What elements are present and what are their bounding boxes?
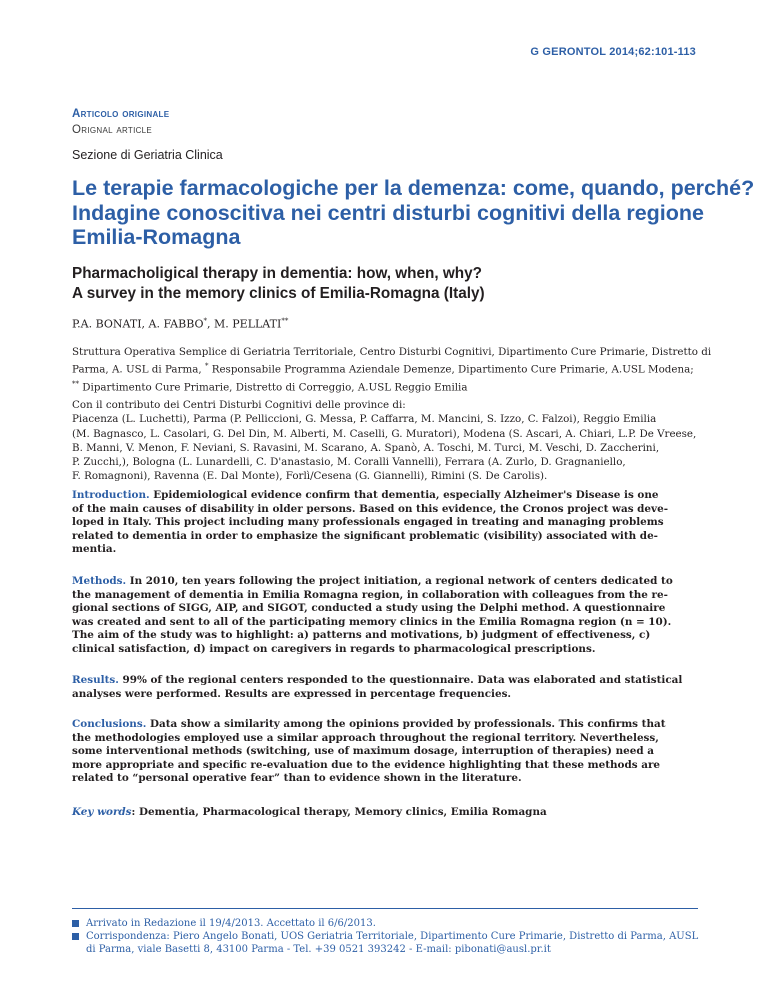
abstract-results-label: Results. bbox=[72, 674, 119, 686]
contributors-line: B. Manni, V. Menon, F. Neviani, S. Ravasini, M. Scarano, A. Spanò, A. Toschi, M. Turci, M. Veschi, D. Zaccherini, bbox=[72, 441, 660, 454]
contributors-line: Con il contributo dei Centri Disturbi Cognitivi delle province di: bbox=[72, 399, 406, 411]
author-names-2: , M. PELLATI bbox=[207, 317, 282, 331]
contributors-line: (M. Bagnasco, L. Casolari, G. Del Din, M. Alberti, M. Caselli, G. Muratori), Modena (S. Ascari, A. Chiari, L.P. De Vreese, bbox=[72, 427, 697, 440]
correspondence-note: Corrispondenza: Piero Angelo Bonati, UOS Geriatria Territoriale, Dipartimento Cure Primarie, Distretto di Parma, AUSL di Parma, viale Basetti 8, 43100 Parma - Tel. +39 0521 393242 - E-mail: pibonati@ausl.pr.it bbox=[72, 930, 698, 956]
affiliation-line: ** Dipartimento Cure Primarie, Distretto di Correggio, A.USL Reggio Emilia bbox=[72, 380, 468, 394]
italian-title-line: Le terapie farmacologiche per la demenza: come, quando, perché? bbox=[72, 176, 755, 200]
contributors bbox=[72, 398, 702, 484]
affiliation-line: Struttura Operativa Semplice di Geriatria Territoriale, Centro Disturbi Cognitivi, Dipartimento Cure Primarie, Distretto di bbox=[72, 346, 712, 358]
abstract-keywords: Key words: Dementia, Pharmacological therapy, Memory clinics, Emilia Romagna bbox=[72, 806, 547, 818]
english-title-line: Pharmacholigical therapy in dementia: how, when, why? bbox=[72, 265, 482, 282]
square-bullet-icon bbox=[72, 920, 79, 927]
italian-title bbox=[72, 176, 755, 250]
abstract-results: Results. 99% of the regional centers responded to the questionnaire. Data was elaborated and statistical analyses were performed. Results are expressed in percentage frequencies. bbox=[72, 674, 683, 700]
contributors-line: Piacenza (L. Luchetti), Parma (P. Pelliccioni, G. Messa, P. Caffarra, M. Mancini, S. Izzo, C. Falzoi), Reggio Emilia bbox=[72, 413, 657, 426]
italian-title-line: Emilia-Romagna bbox=[72, 225, 241, 249]
abstract-conclusions-label: Conclusions. bbox=[72, 718, 147, 730]
abstract-methods-label: Methods. bbox=[72, 575, 127, 587]
footer-notes bbox=[72, 917, 698, 957]
article-type-label-en: Orignal article bbox=[72, 124, 153, 136]
section-label: Sezione di Geriatria Clinica bbox=[72, 148, 223, 162]
author-names-1: P.A. BONATI, A. FABBO bbox=[72, 317, 204, 331]
italian-title-line: Indagine conoscitiva nei centri disturbi cognitivi della regione bbox=[72, 200, 704, 225]
contributors-line: P. Zucchi,), Bologna (L. Lunardelli, C. D'anastasio, M. Coralli Vannelli), Ferrara (A. Zurlo, D. Gragnaniello, bbox=[72, 456, 626, 469]
contributors-line: F. Romagnoni), Ravenna (E. Dal Monte), Forlì/Cesena (G. Giannelli), Rimini (S. De Carolis). bbox=[72, 470, 548, 483]
received-note: Arrivato in Redazione il 19/4/2013. Accettato il 6/6/2013. bbox=[72, 917, 698, 930]
english-title bbox=[72, 264, 692, 304]
author-affiliation-mark: ** bbox=[281, 317, 289, 325]
square-bullet-icon bbox=[72, 933, 79, 940]
footer-divider bbox=[72, 908, 698, 909]
english-title-line: A survey in the memory clinics of Emilia-Romagna (Italy) bbox=[72, 285, 485, 302]
article-type-label: Articolo originale bbox=[72, 108, 170, 120]
affiliation-line: Parma, A. USL di Parma, * Responsabile Programma Aziendale Demenze, Dipartimento Cure Primarie, A.USL Modena; bbox=[72, 362, 694, 376]
affiliations bbox=[72, 345, 712, 395]
abstract-introduction-label: Introduction. bbox=[72, 489, 150, 501]
journal-reference: G GERONTOL 2014;62:101-113 bbox=[530, 46, 696, 58]
author-list bbox=[72, 317, 288, 331]
keywords-label: Key words bbox=[72, 806, 132, 818]
abstract-introduction: Introduction. Epidemiological evidence confirm that dementia, especially Alzheimer's Disease is one of the main causes of disability in older persons. Based on this evidence, the Cronos project was deve- loped in Italy. This project including many professionals engaged in treating and managing problems related to dementia in order to emphasize the significant problematic (visibility) associated with de- mentia. bbox=[72, 489, 669, 556]
abstract-methods: Methods. In 2010, ten years following the project initiation, a regional network of centers dedicated to the management of dementia in Emilia Romagna region, in collaboration with colleagues from the re- gional sections of SIGG, AIP, and SIGOT, conducted a study using the Delphi method. A questionnaire was created and sent to all of the participating memory clinics in the Emilia Romagna region (n = 10). The aim of the study was to highlight: a) patterns and motivations, b) judgment of effectiveness, c) clinical satisfaction, d) impact on caregivers in regards to pharmacological prescriptions. bbox=[72, 575, 673, 655]
author-affiliation-mark: * bbox=[203, 317, 208, 325]
abstract-conclusions: Conclusions. Data show a similarity among the opinions provided by professionals. This confirms that the methodologies employed use a similar approach throughout the regional territory. Nevertheless, some interventional methods (switching, use of maximum dosage, interruption of therapies) need a more appropriate and specific re-evaluation due to the evidence highlighting that these methods are related to “personal operative fear” than to evidence shown in the literature. bbox=[72, 718, 666, 785]
